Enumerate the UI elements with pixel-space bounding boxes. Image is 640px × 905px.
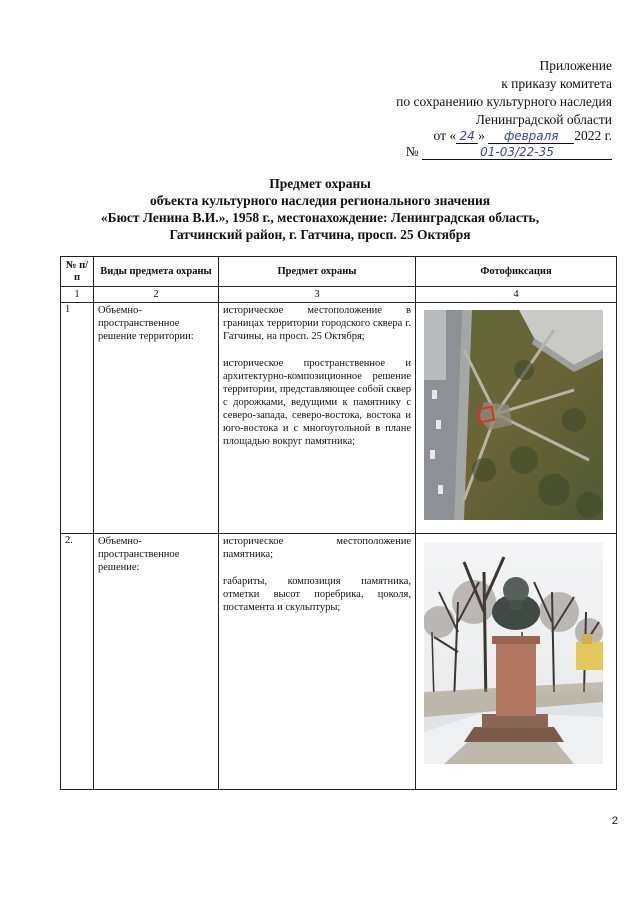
header-date-line [434, 127, 613, 144]
table-row [61, 303, 617, 534]
col-number: 2 [94, 287, 219, 303]
header-type: Виды предмета охраны [94, 257, 219, 287]
date-year: 2022 г. [574, 128, 612, 143]
aerial-photo [424, 310, 603, 520]
header-num: № п/п [61, 257, 94, 287]
subject-paragraph: историческое местоположение памятника; [223, 536, 411, 560]
title-line-4: Гатчинский район, г. Гатчина, просп. 25 Октября [169, 227, 471, 242]
date-prefix: от « [433, 128, 457, 143]
title-line-3: «Бюст Ленина В.И.», 1958 г., местонахождение: Ленинградская область, [100, 210, 540, 225]
row-number: 1 [61, 303, 94, 534]
subject-paragraph: габариты, композиция памятника, отметки высот поребрика, цоколя, постамента и скульптуры; [223, 576, 411, 613]
subject-paragraph: историческое пространственное и архитектурно-композиционное решение территории, представляющее собой сквер с дорожками, ведущими к памятнику с северо-запада, северо-востока, востока и юго-востока и с многоугольной в плане площадью вокруг памятника; [223, 358, 411, 447]
monument-photo [424, 542, 603, 764]
photo-cell [416, 534, 617, 790]
header-line-4: Ленинградской области [475, 112, 612, 127]
header-line-1: Приложение [539, 58, 612, 73]
protection-type: Объемно-пространственное решение территории: [94, 303, 219, 534]
col-number: 3 [219, 287, 416, 303]
title-line-2: объекта культурного наследия регионального значения [149, 193, 491, 208]
protection-type: Объемно-пространственное решение: [94, 534, 219, 790]
date-month: февраля [503, 129, 559, 143]
column-number-row [61, 287, 617, 303]
protection-subject [219, 534, 416, 790]
protection-table [60, 256, 617, 790]
col-number: 1 [61, 287, 94, 303]
header-photo: Фотофиксация [416, 257, 617, 287]
photo-cell [416, 303, 617, 534]
title-line-1: Предмет охраны [269, 176, 371, 191]
col-number: 4 [416, 287, 617, 303]
table-row [61, 534, 617, 790]
subject-paragraph: историческое местоположение в границах территории городского сквера г. Гатчины, на просп. 25 Октября; [223, 305, 411, 342]
date-day: 24 [459, 129, 475, 143]
table-header-row [61, 257, 617, 287]
date-mid: » [478, 128, 485, 143]
header-line-3: по сохранению культурного наследия [396, 94, 612, 109]
number-value: 01-03/22-35 [480, 145, 554, 159]
protection-subject [219, 303, 416, 534]
page-number: 2 [611, 815, 618, 827]
header-line-2: к приказу комитета [501, 76, 612, 91]
header-number-line [406, 143, 612, 160]
header-subject: Предмет охраны [219, 257, 416, 287]
row-number: 2. [61, 534, 94, 790]
number-label: № [405, 144, 419, 159]
